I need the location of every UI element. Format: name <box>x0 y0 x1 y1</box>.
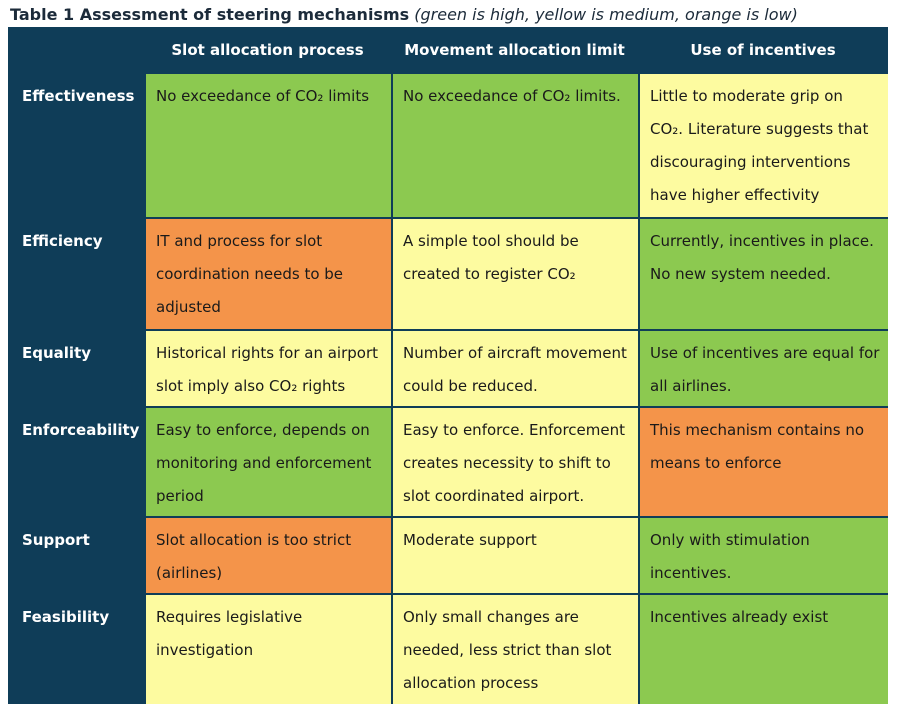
table-row <box>8 329 888 406</box>
row-header: Feasibility <box>22 608 110 626</box>
table-row <box>8 406 888 516</box>
header-corner <box>8 27 144 72</box>
assessment-table <box>8 27 888 704</box>
table-cell: Easy to enforce. Enforcement creates necessity to shift to slot coordinated airport. <box>391 406 638 516</box>
table-cell: Little to moderate grip on CO₂. Literature suggests that discouraging interventions have higher effectivity <box>638 72 888 217</box>
caption-legend-note: (green is high, yellow is medium, orange is low) <box>414 5 798 24</box>
table-cell: Only with stimulation incentives. <box>638 516 888 593</box>
column-header: Movement allocation limit <box>404 40 625 59</box>
table-cell: Use of incentives are equal for all airlines. <box>638 329 888 406</box>
column-header: Slot allocation process <box>171 40 364 59</box>
caption-title: Table 1 Assessment of steering mechanisms <box>10 5 410 24</box>
table-row <box>8 72 888 217</box>
table-cell: No exceedance of CO₂ limits <box>144 72 391 217</box>
table-cell: Only small changes are needed, less strict than slot allocation process <box>391 593 638 704</box>
table-header-row <box>8 27 888 72</box>
table-cell: Easy to enforce, depends on monitoring and enforcement period <box>144 406 391 516</box>
row-header: Effectiveness <box>22 87 135 105</box>
table-cell: Currently, incentives in place. No new system needed. <box>638 217 888 329</box>
column-header: Use of incentives <box>690 40 836 59</box>
table-cell: Moderate support <box>391 516 638 593</box>
table-cell: No exceedance of CO₂ limits. <box>391 72 638 217</box>
table-cell: A simple tool should be created to register CO₂ <box>391 217 638 329</box>
table-cell: Number of aircraft movement could be reduced. <box>391 329 638 406</box>
table-cell: Incentives already exist <box>638 593 888 704</box>
row-header: Support <box>22 531 90 549</box>
table-row <box>8 217 888 329</box>
table-cell: Historical rights for an airport slot imply also CO₂ rights <box>144 329 391 406</box>
table-caption <box>10 4 798 26</box>
row-header: Enforceability <box>22 421 140 439</box>
row-header: Equality <box>22 344 92 362</box>
table-row <box>8 516 888 593</box>
table-cell: This mechanism contains no means to enforce <box>638 406 888 516</box>
row-header: Efficiency <box>22 232 103 250</box>
table-cell: Slot allocation is too strict (airlines) <box>144 516 391 593</box>
table-row <box>8 593 888 704</box>
table-cell: Requires legislative investigation <box>144 593 391 704</box>
table-cell: IT and process for slot coordination needs to be adjusted <box>144 217 391 329</box>
